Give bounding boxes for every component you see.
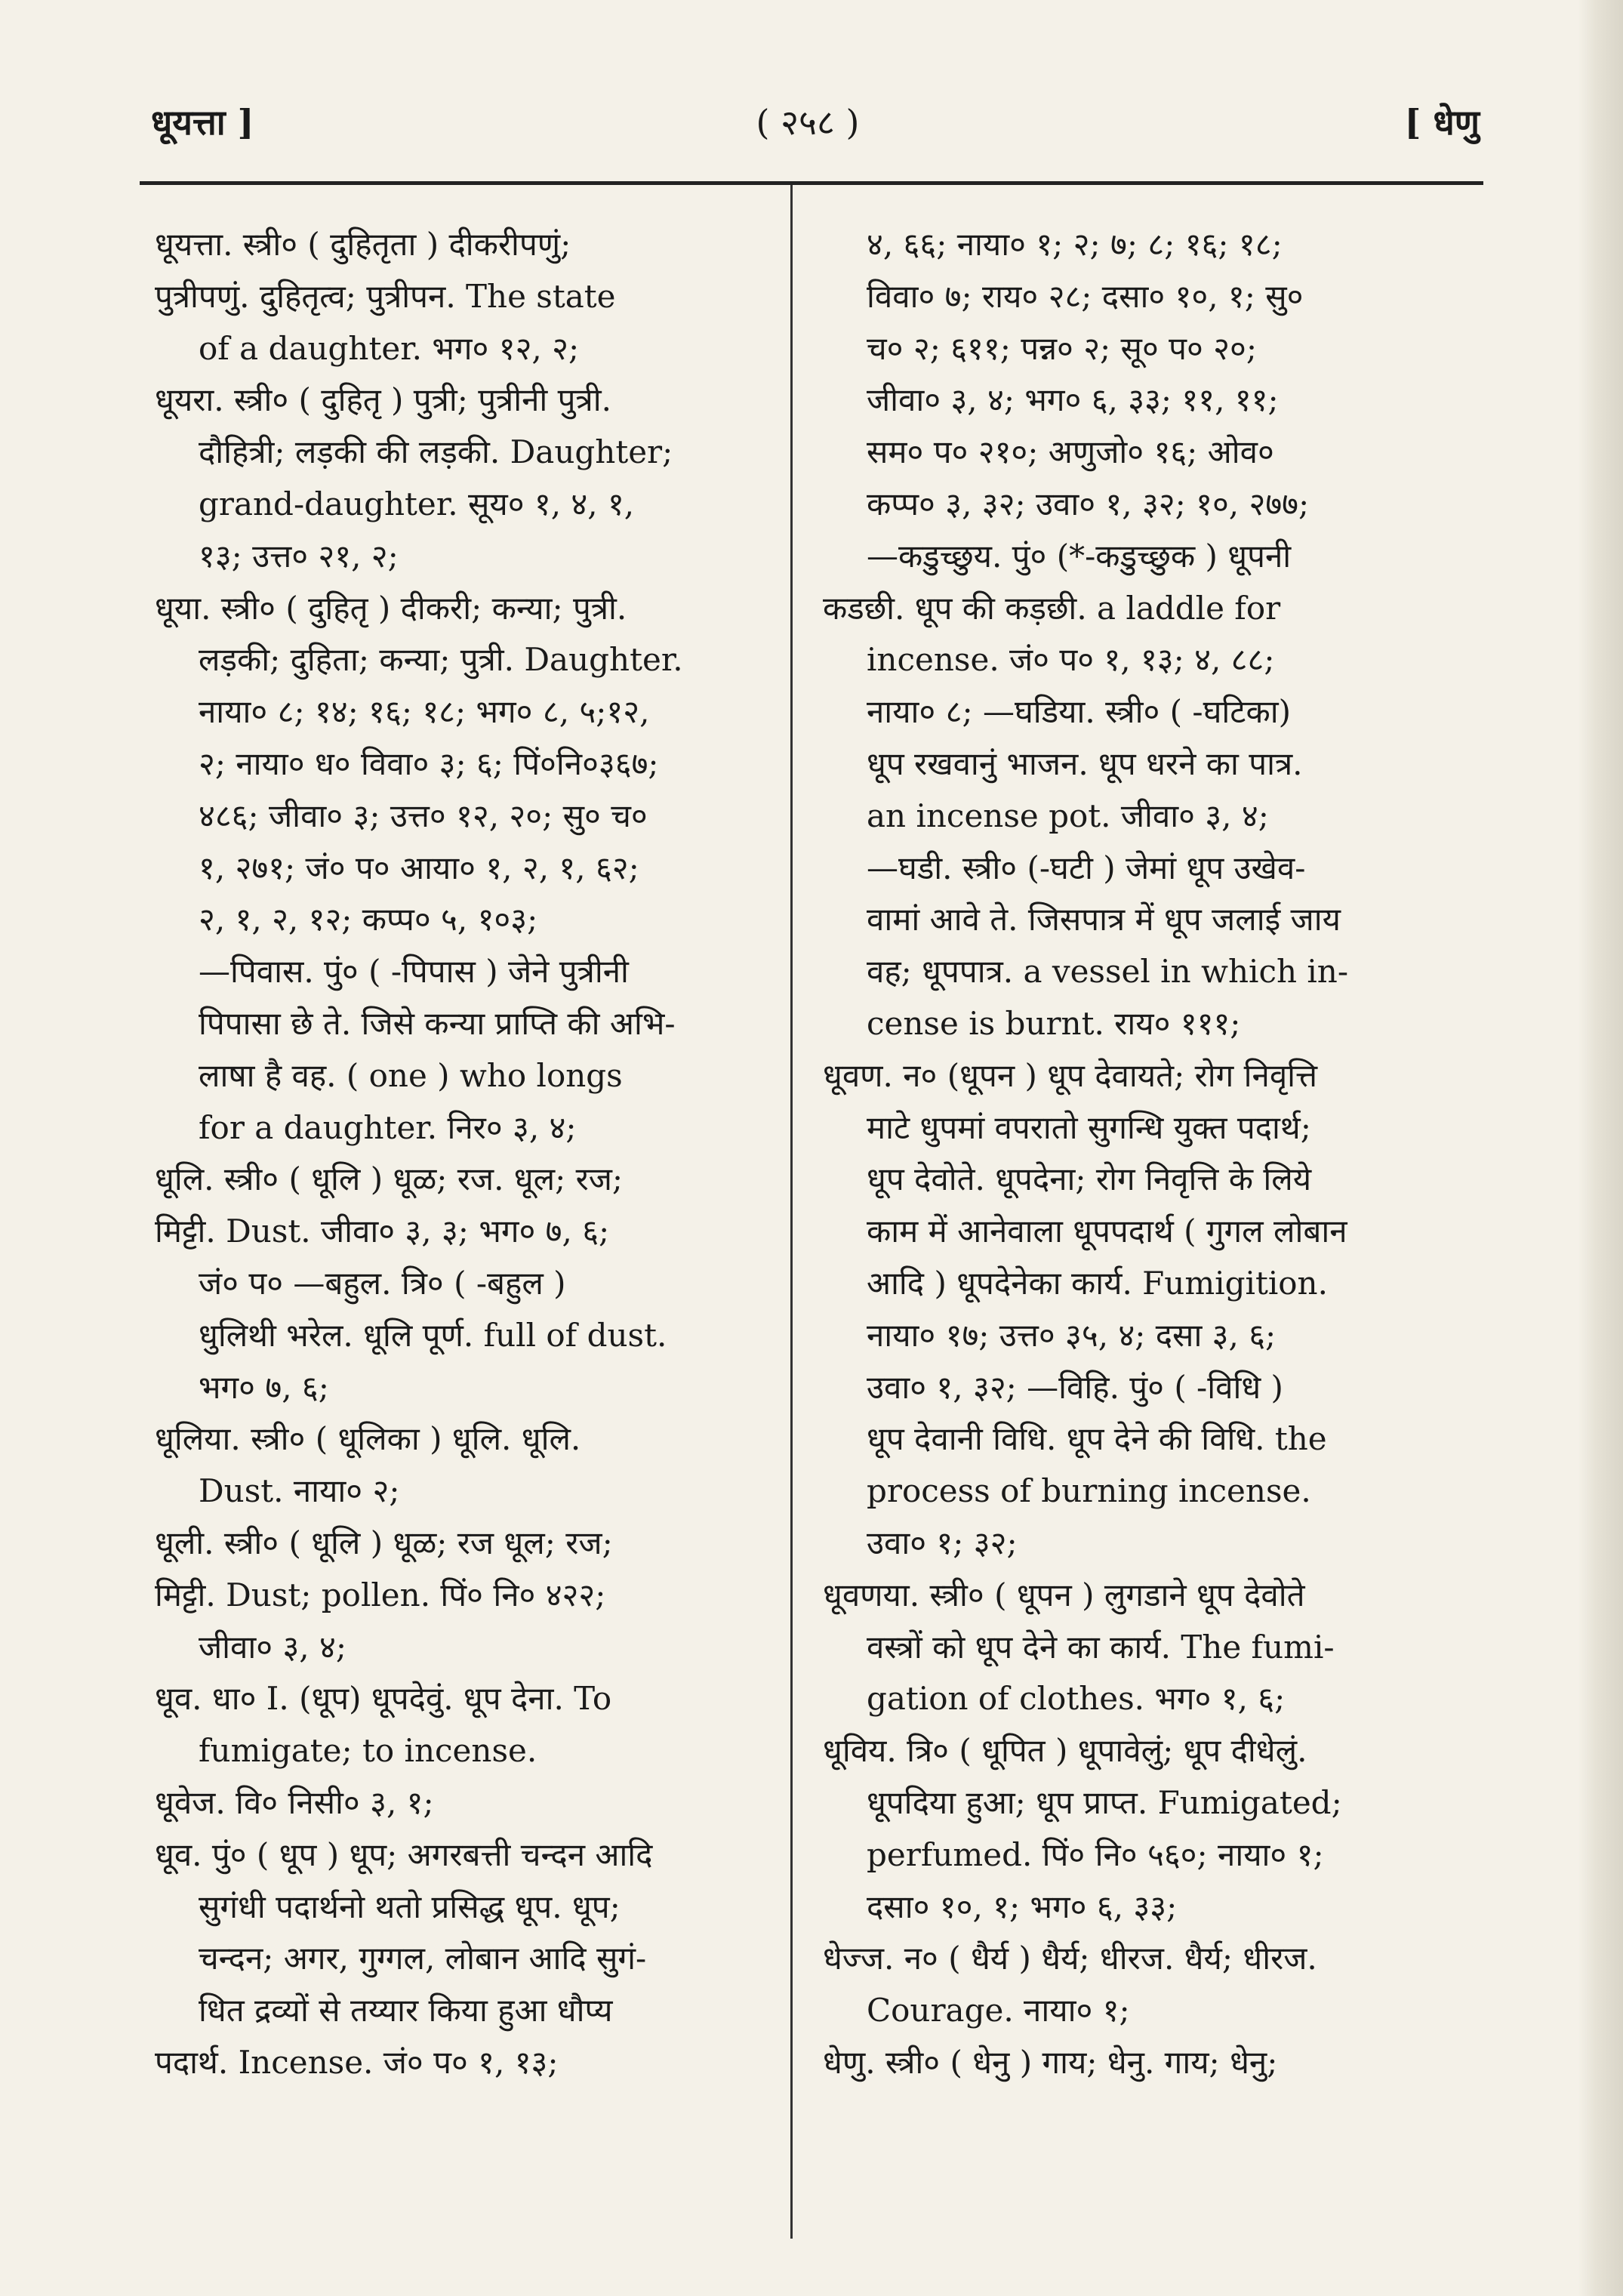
- right-column-line: नाया० ८; —घडिया. स्त्री० ( -घटिका): [867, 693, 1291, 731]
- right-column-line: ४, ६६; नाया० १; २; ७; ८; १६; १८;: [867, 226, 1283, 263]
- right-column-line: सम० प० २१०; अणुजो० १६; ओव०: [867, 433, 1274, 471]
- right-column-line: उवा० १, ३२; —विहि. पुं० ( -विधि ): [867, 1368, 1283, 1406]
- right-column-line: Courage. नाया० १;: [867, 1992, 1130, 2029]
- left-column-line: धूया. स्त्री० ( दुहितृ ) दीकरी; कन्या; पुत्री.: [155, 589, 627, 627]
- left-column-line: धूवेज. वि० निसी० ३, १;: [155, 1783, 434, 1821]
- left-column-line: १, २७१; जं० प० आया० १, २, १, ६२;: [199, 849, 639, 886]
- left-column-line: नाया० ८; १४; १६; १८; भग० ८, ५;१२,: [199, 693, 650, 731]
- right-column-line: दसा० १०, १; भग० ६, ३३;: [867, 1888, 1178, 1925]
- column-divider: [790, 185, 793, 2239]
- left-column-line: for a daughter. निर० ३, ४;: [199, 1108, 577, 1146]
- right-column-line: धूविय. त्रि० ( धूपित ) धूपावेलुं; धूप दीधेलुं.: [823, 1732, 1307, 1770]
- header-left-guideword: धूयत्ता ]: [151, 102, 254, 143]
- left-column-line: पदार्थ. Incense. जं० प० १, १३;: [155, 2043, 559, 2081]
- right-column: [823, 219, 1457, 2257]
- right-column-line: —कडुच्छुय. पुं० (*-कडुच्छुक ) धूपनी: [867, 537, 1292, 575]
- left-column: [155, 219, 774, 2257]
- left-column-line: —पिवास. पुं० ( -पिपास ) जेने पुत्रीनी: [199, 953, 629, 991]
- left-column-line: धूव. पुं० ( धूप ) धूप; अगरबत्ती चन्दन आदि: [155, 1835, 653, 1873]
- left-column-line: धूयत्ता. स्त्री० ( दुहितृता ) दीकरीपणुं;: [155, 226, 571, 263]
- left-column-line: ४८६; जीवा० ३; उत्त० १२, २०; सु० च०: [199, 797, 648, 834]
- right-column-line: धूप देवोते. धूपदेना; रोग निवृत्ति के लिये: [867, 1160, 1312, 1198]
- page-header: [151, 91, 1480, 159]
- left-column-line: धुलिथी भरेल. धूलि पूर्ण. full of dust.: [199, 1316, 667, 1354]
- left-column-line: चन्दन; अगर, गुग्गल, लोबान आदि सुगं-: [199, 1940, 647, 1977]
- left-column-line: Dust. नाया० २;: [199, 1472, 400, 1510]
- left-column-line: धूव. धा० I. (धूप) धूपदेवुं. धूप देना. To: [155, 1680, 612, 1718]
- left-column-line: १३; उत्त० २१, २;: [199, 537, 399, 575]
- page-edge: [1578, 0, 1623, 2296]
- right-column-line: माटे धुपमां वपरातो सुगन्धि युक्त पदार्थ;: [867, 1108, 1311, 1146]
- page-number: ( २५८ ): [756, 102, 860, 143]
- header-rule: [140, 181, 1483, 185]
- left-column-line: पुत्रीपणुं. दुहितृत्व; पुत्रीपन. The state: [155, 277, 616, 315]
- right-column-line: आदि ) धूपदेनेका कार्य. Fumigition.: [867, 1264, 1328, 1302]
- right-column-line: वामां आवे ते. जिसपात्र में धूप जलाई जाय: [867, 901, 1341, 938]
- left-column-line: मिट्टी. Dust; pollen. पिं० नि० ४२२;: [155, 1576, 606, 1613]
- right-column-line: जीवा० ३, ४; भग० ६, ३३; ११, ११;: [867, 381, 1279, 419]
- left-column-line: grand-daughter. सूय० १, ४, १,: [199, 485, 635, 522]
- left-column-line: धूलिया. स्त्री० ( धूलिका ) धूलि. धूलि.: [155, 1420, 581, 1458]
- right-column-line: काम में आनेवाला धूपपदार्थ ( गुगल लोबान: [867, 1213, 1347, 1250]
- right-column-line: धूपदिया हुआ; धूप प्राप्त. Fumigated;: [867, 1783, 1342, 1821]
- left-column-line: fumigate; to incense.: [199, 1732, 537, 1770]
- left-column-line: धूयरा. स्त्री० ( दुहितृ ) पुत्री; पुत्रीनी पुत्री.: [155, 381, 611, 419]
- right-column-line: an incense pot. जीवा० ३, ४;: [867, 797, 1269, 834]
- right-column-line: perfumed. पिं० नि० ५६०; नाया० १;: [867, 1835, 1324, 1873]
- left-column-line: भग० ७, ६;: [199, 1368, 329, 1406]
- right-column-line: incense. जं० प० १, १३; ४, ८८;: [867, 641, 1275, 679]
- right-column-line: वह; धूपपात्र. a vessel in which in-: [867, 953, 1349, 991]
- left-column-line: २; नाया० ध० विवा० ३; ६; पिं०नि०३६७;: [199, 744, 659, 782]
- right-column-line: gation of clothes. भग० १, ६;: [867, 1680, 1286, 1718]
- left-column-line: धूलि. स्त्री० ( धूलि ) धूळ; रज. धूल; रज;: [155, 1160, 624, 1198]
- right-column-line: कप्प० ३, ३२; उवा० १, ३२; १०, २७७;: [867, 485, 1310, 522]
- right-column-line: धेणु. स्त्री० ( धेनु ) गाय; धेनु. गाय; धेनु;: [823, 2043, 1278, 2081]
- right-column-line: कडछी. धूप की कड़छी. a laddle for: [823, 589, 1281, 627]
- right-column-line: धेज्ज. न० ( धैर्य ) धैर्य; धीरज. धैर्य; धीरज.: [823, 1940, 1317, 1977]
- left-column-line: लड़की; दुहिता; कन्या; पुत्री. Daughter.: [199, 641, 683, 679]
- right-column-line: —घडी. स्त्री० (-घटी ) जेमां धूप उखेव-: [867, 849, 1306, 886]
- right-column-line: नाया० १७; उत्त० ३५, ४; दसा ३, ६;: [867, 1316, 1277, 1354]
- left-column-line: लाषा है वह. ( one ) who longs: [199, 1056, 623, 1094]
- right-column-line: cense is burnt. राय० १११;: [867, 1004, 1241, 1042]
- left-column-line: जं० प० —बहुल. त्रि० ( -बहुल ): [199, 1264, 566, 1302]
- header-right-guideword: [ धेणु: [1404, 102, 1480, 143]
- left-column-line: मिट्टी. Dust. जीवा० ३, ३; भग० ७, ६;: [155, 1213, 610, 1250]
- right-column-line: धूप देवानी विधि. धूप देने की विधि. the: [867, 1420, 1327, 1458]
- right-column-line: च० २; ६११; पन्न० २; सू० प० २०;: [867, 329, 1258, 367]
- left-column-line: सुगंधी पदार्थनो थतो प्रसिद्ध धूप. धूप;: [199, 1888, 621, 1925]
- right-column-line: धूवणया. स्त्री० ( धूपन ) लुगडाने धूप देवोते: [823, 1576, 1305, 1613]
- left-column-line: २, १, २, १२; कप्प० ५, १०३;: [199, 901, 538, 938]
- left-column-line: पिपासा छे ते. जिसे कन्या प्राप्ति की अभि-: [199, 1004, 676, 1042]
- right-column-line: धूप रखवानुं भाजन. धूप धरने का पात्र.: [867, 744, 1303, 782]
- right-column-line: धूवण. न० (धूपन ) धूप देवायते; रोग निवृत्ति: [823, 1056, 1318, 1094]
- left-column-line: of a daughter. भग० १२, २;: [199, 329, 580, 367]
- right-column-line: process of burning incense.: [867, 1472, 1311, 1510]
- right-column-line: उवा० १; ३२;: [867, 1524, 1018, 1561]
- left-column-line: दौहित्री; लड़की की लड़की. Daughter;: [199, 433, 673, 471]
- right-column-line: वस्त्रों को धूप देने का कार्य. The fumi-: [867, 1628, 1335, 1666]
- right-column-line: विवा० ७; राय० २८; दसा० १०, १; सु०: [867, 277, 1304, 315]
- left-column-line: धूली. स्त्री० ( धूलि ) धूळ; रज धूल; रज;: [155, 1524, 613, 1561]
- left-column-line: जीवा० ३, ४;: [199, 1628, 346, 1666]
- left-column-line: धित द्रव्यों से तय्यार किया हुआ धौप्य: [199, 1992, 613, 2029]
